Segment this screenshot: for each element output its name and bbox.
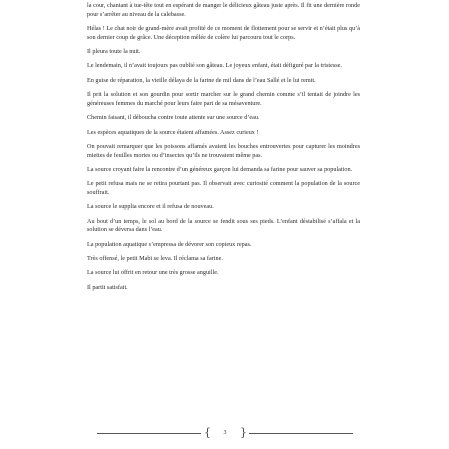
footer-brace-open: { [204, 426, 211, 439]
paragraph: Il partit satisfait. [87, 283, 128, 291]
footer-brace-close: } [240, 426, 247, 439]
paragraph: Il prit la solution et son gourdin pour sortir marcher sur le grand chemin comme s’il tentait de joindre les généreuses femmes du marché pour leurs faire part de sa mésaventure. [87, 91, 360, 107]
paragraph: Le petit refusa mais ne se retira pourtant pas. Il observait avec curiosité comment la population de la source souffrait. [87, 180, 360, 196]
footer-rule-left [97, 433, 201, 434]
paragraph: En guise de réparation, la vieille délaya de la farine de mil dans de l’eau Sallé et le lui remit. [87, 76, 316, 84]
paragraph: Hélas ! Le chat noir de grand-mère avait profité de ce moment de flottement pour se servir et n’était plus qu’à son dernier coup de grâce. Une déception mêlée de colère lui parcouru tout le corps. [87, 24, 360, 41]
paragraph: La source le supplia encore et il refusa de nouveau. [87, 203, 214, 211]
paragraph: La source lui offrit en retour une très grosse anguille. [87, 269, 219, 277]
paragraph: La population aquatique s’empressa de dévorer son copieux repas. [87, 240, 252, 248]
paragraph: Les espèces aquatiques de la source étaient affamées. Assez curieux ! [87, 128, 259, 136]
footer-rule-right [249, 433, 353, 434]
paragraph: Au bout d’un temps, le sol au bord de la source se fendit sous ses pieds. L’enfant déstabilisé s’affala et la solution se déversa dans l’eau. [87, 217, 360, 234]
paragraph: Il pleura toute la nuit. [87, 47, 141, 55]
paragraph: la cour, chantant à tue-tête tout en espérant de manger le délicieux gâteau juste après. Il fit une dernière ronde pour s’arrêter au niveau de la calebasse. [87, 2, 360, 18]
paragraph: On pouvait remarquer que les poissons affamés avaient les bouches entrouvertes pour capturer les moindres miettes de feuilles mortes ou d’insectes qu’ils ne trouvaient même pas. [87, 142, 360, 159]
page-footer [97, 426, 353, 440]
page-number: 3 [223, 430, 227, 436]
body-text [87, 2, 360, 298]
paragraph: Chemin faisant, il déboucha contre toute attente sur une source d’eau. [87, 114, 260, 122]
paragraph: Très offensé, le petit Mabi se leva. Il réclama sa farine. [87, 255, 223, 263]
paragraph: La source croyant faire la rencontre d’un généreux garçon lui demanda sa farine pour sauver sa population. [87, 165, 353, 173]
paragraph: Le lendemain, il n’avait toujours pas oublié son gâteau. Le joyeux enfant, était défiguré par la tristesse. [87, 62, 342, 70]
